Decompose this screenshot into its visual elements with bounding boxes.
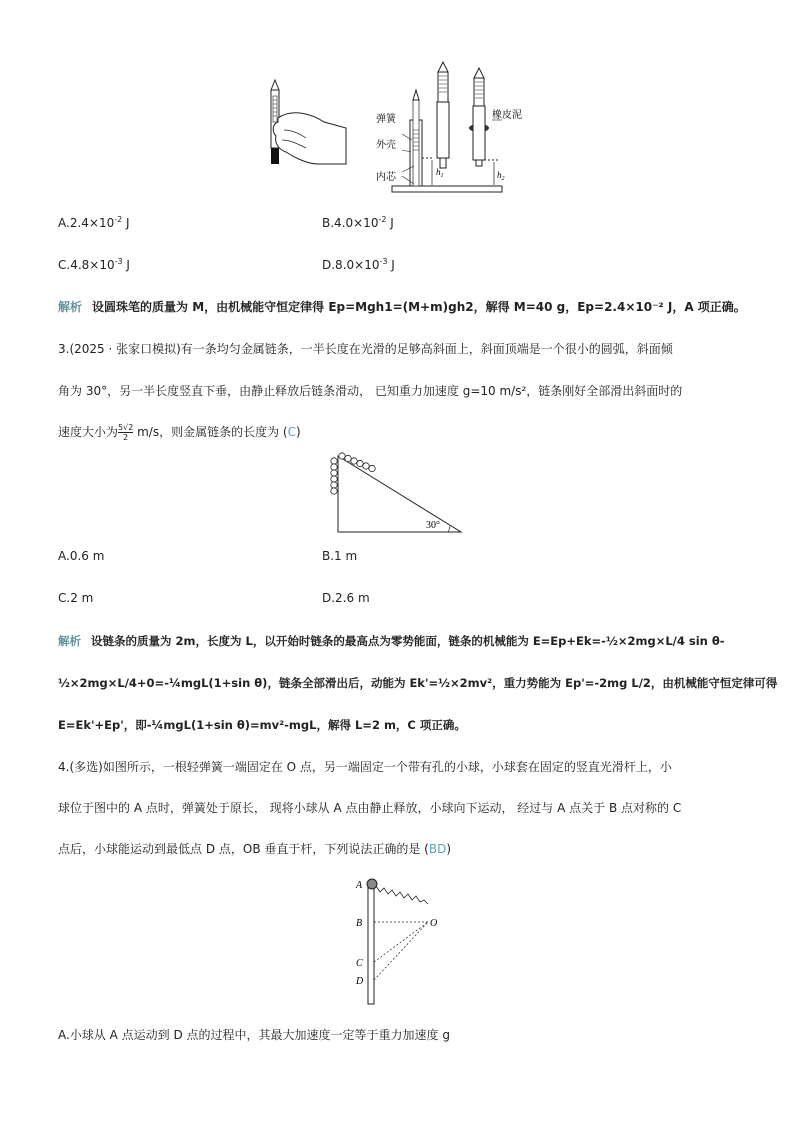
q2-option-a: $A.2.4\times 10^{-2}$ J [58, 215, 130, 230]
label-shell: 外壳 [376, 140, 396, 151]
chain-incline-figure [322, 452, 467, 536]
incline [338, 456, 461, 532]
q2-option-d: $D.8.0\times 10^{-3}$ J [322, 257, 395, 272]
q3-answer: C [287, 425, 296, 439]
label-h2: $h_2$ [497, 170, 505, 182]
q3-solution-line2: ½×2mg×L/4+0=-¼mgL(1+sin θ)，链条全部滑出后，动能为 Ek'=½×2mv²，重力势能为 Ep'=-2mg L/2，由机械能守恒定律可得 [58, 676, 778, 690]
speed-fraction: $\frac{5√2}{2}$ [118, 423, 134, 442]
angle-label: 30° [426, 520, 440, 531]
hand-with-pen-drawing [271, 80, 346, 164]
point-o-label: O [430, 918, 438, 929]
q2-option-b: $B.4.0\times 10^{-2}$ J [322, 215, 394, 230]
pen-1 [410, 90, 422, 186]
q2-solution: 解析 设圆珠笔的质量为 M，由机械能守恒定律得 Ep=Mgh1=(M+m)gh2，解得 M=40 g，Ep=2.4×10⁻² J，A 项正确。 [58, 300, 746, 314]
label-spring: 弹簧 [376, 114, 396, 125]
q4-option-a: A.小球从 A 点运动到 D 点的过程中，其最大加速度一定等于重力加速度 g [58, 1028, 450, 1042]
q3-stem-line1: 3.(2025 · 张家口模拟)有一条均匀金属链条，一半长度在光滑的足够高斜面上，斜面顶端是一个很小的圆弧，斜面倾 [58, 342, 673, 356]
spring-rod-figure [348, 874, 448, 1008]
point-c-label: C [356, 958, 363, 969]
q3-option-d: D.2.6 m [322, 591, 370, 605]
q3-stem-line3: 速度大小为 $\frac{5√2}{2}$ m/s，则金属链条的长度为 (C) [58, 423, 301, 442]
q4-stem-line1: 4.(多选)如图所示，一根轻弹簧一端固定在 O 点，另一端固定一个带有孔的小球，小球套在固定的竖直光滑杆上，小 [58, 760, 672, 774]
q3-solution-line3: E=Ek'+Ep'，即-¼mgL(1+sin θ)=mv²-mgL，解得 L=2 m，C 项正确。 [58, 718, 466, 732]
q4-stem-line3: 点后，小球能运动到最低点 D 点，OB 垂直于杆，下列说法正确的是 (BD) [58, 842, 452, 856]
vertical-rod [368, 882, 374, 1004]
point-d-label: D [356, 976, 364, 987]
floor [392, 186, 502, 192]
pen-spring-figure [262, 60, 522, 200]
chain-hanging-links [331, 458, 337, 494]
label-h1: $h_1$ [436, 167, 444, 179]
q3-option-b: B.1 m [322, 549, 358, 563]
q2-option-c: $C.4.8\times 10^{-3}$ J [58, 257, 130, 272]
spring [376, 886, 428, 904]
q4-stem-line2: 球位于图中的 A 点时，弹簧处于原长， 现将小球从 A 点由静止释放，小球向下运动， 经过与 A 点关于 B 点对称的 C [58, 801, 682, 815]
q4-answer: BD [428, 842, 447, 856]
q3-solution-line1: 解析 设链条的质量为 2m，长度为 L，以开始时链条的最高点为零势能面，链条的机械能为 E=Ep+Ek=-½×2mg×L/4 sin θ- [58, 634, 725, 648]
point-a-label: A [356, 880, 363, 891]
point-b-label: B [356, 918, 363, 929]
ball [367, 879, 377, 889]
q3-stem-line2: 角为 30°，另一半长度竖直下垂，由静止释放后链条滑动， 已知重力加速度 g=10 m/s²，链条刚好全部滑出斜面时的 [58, 384, 683, 398]
label-clay: 橡皮泥 [492, 110, 522, 121]
pen-2 [437, 62, 449, 168]
q3-option-c: C.2 m [58, 591, 94, 605]
pen-3 [469, 68, 489, 166]
label-core: 内芯 [376, 172, 396, 183]
q3-option-a: A.0.6 m [58, 549, 105, 563]
